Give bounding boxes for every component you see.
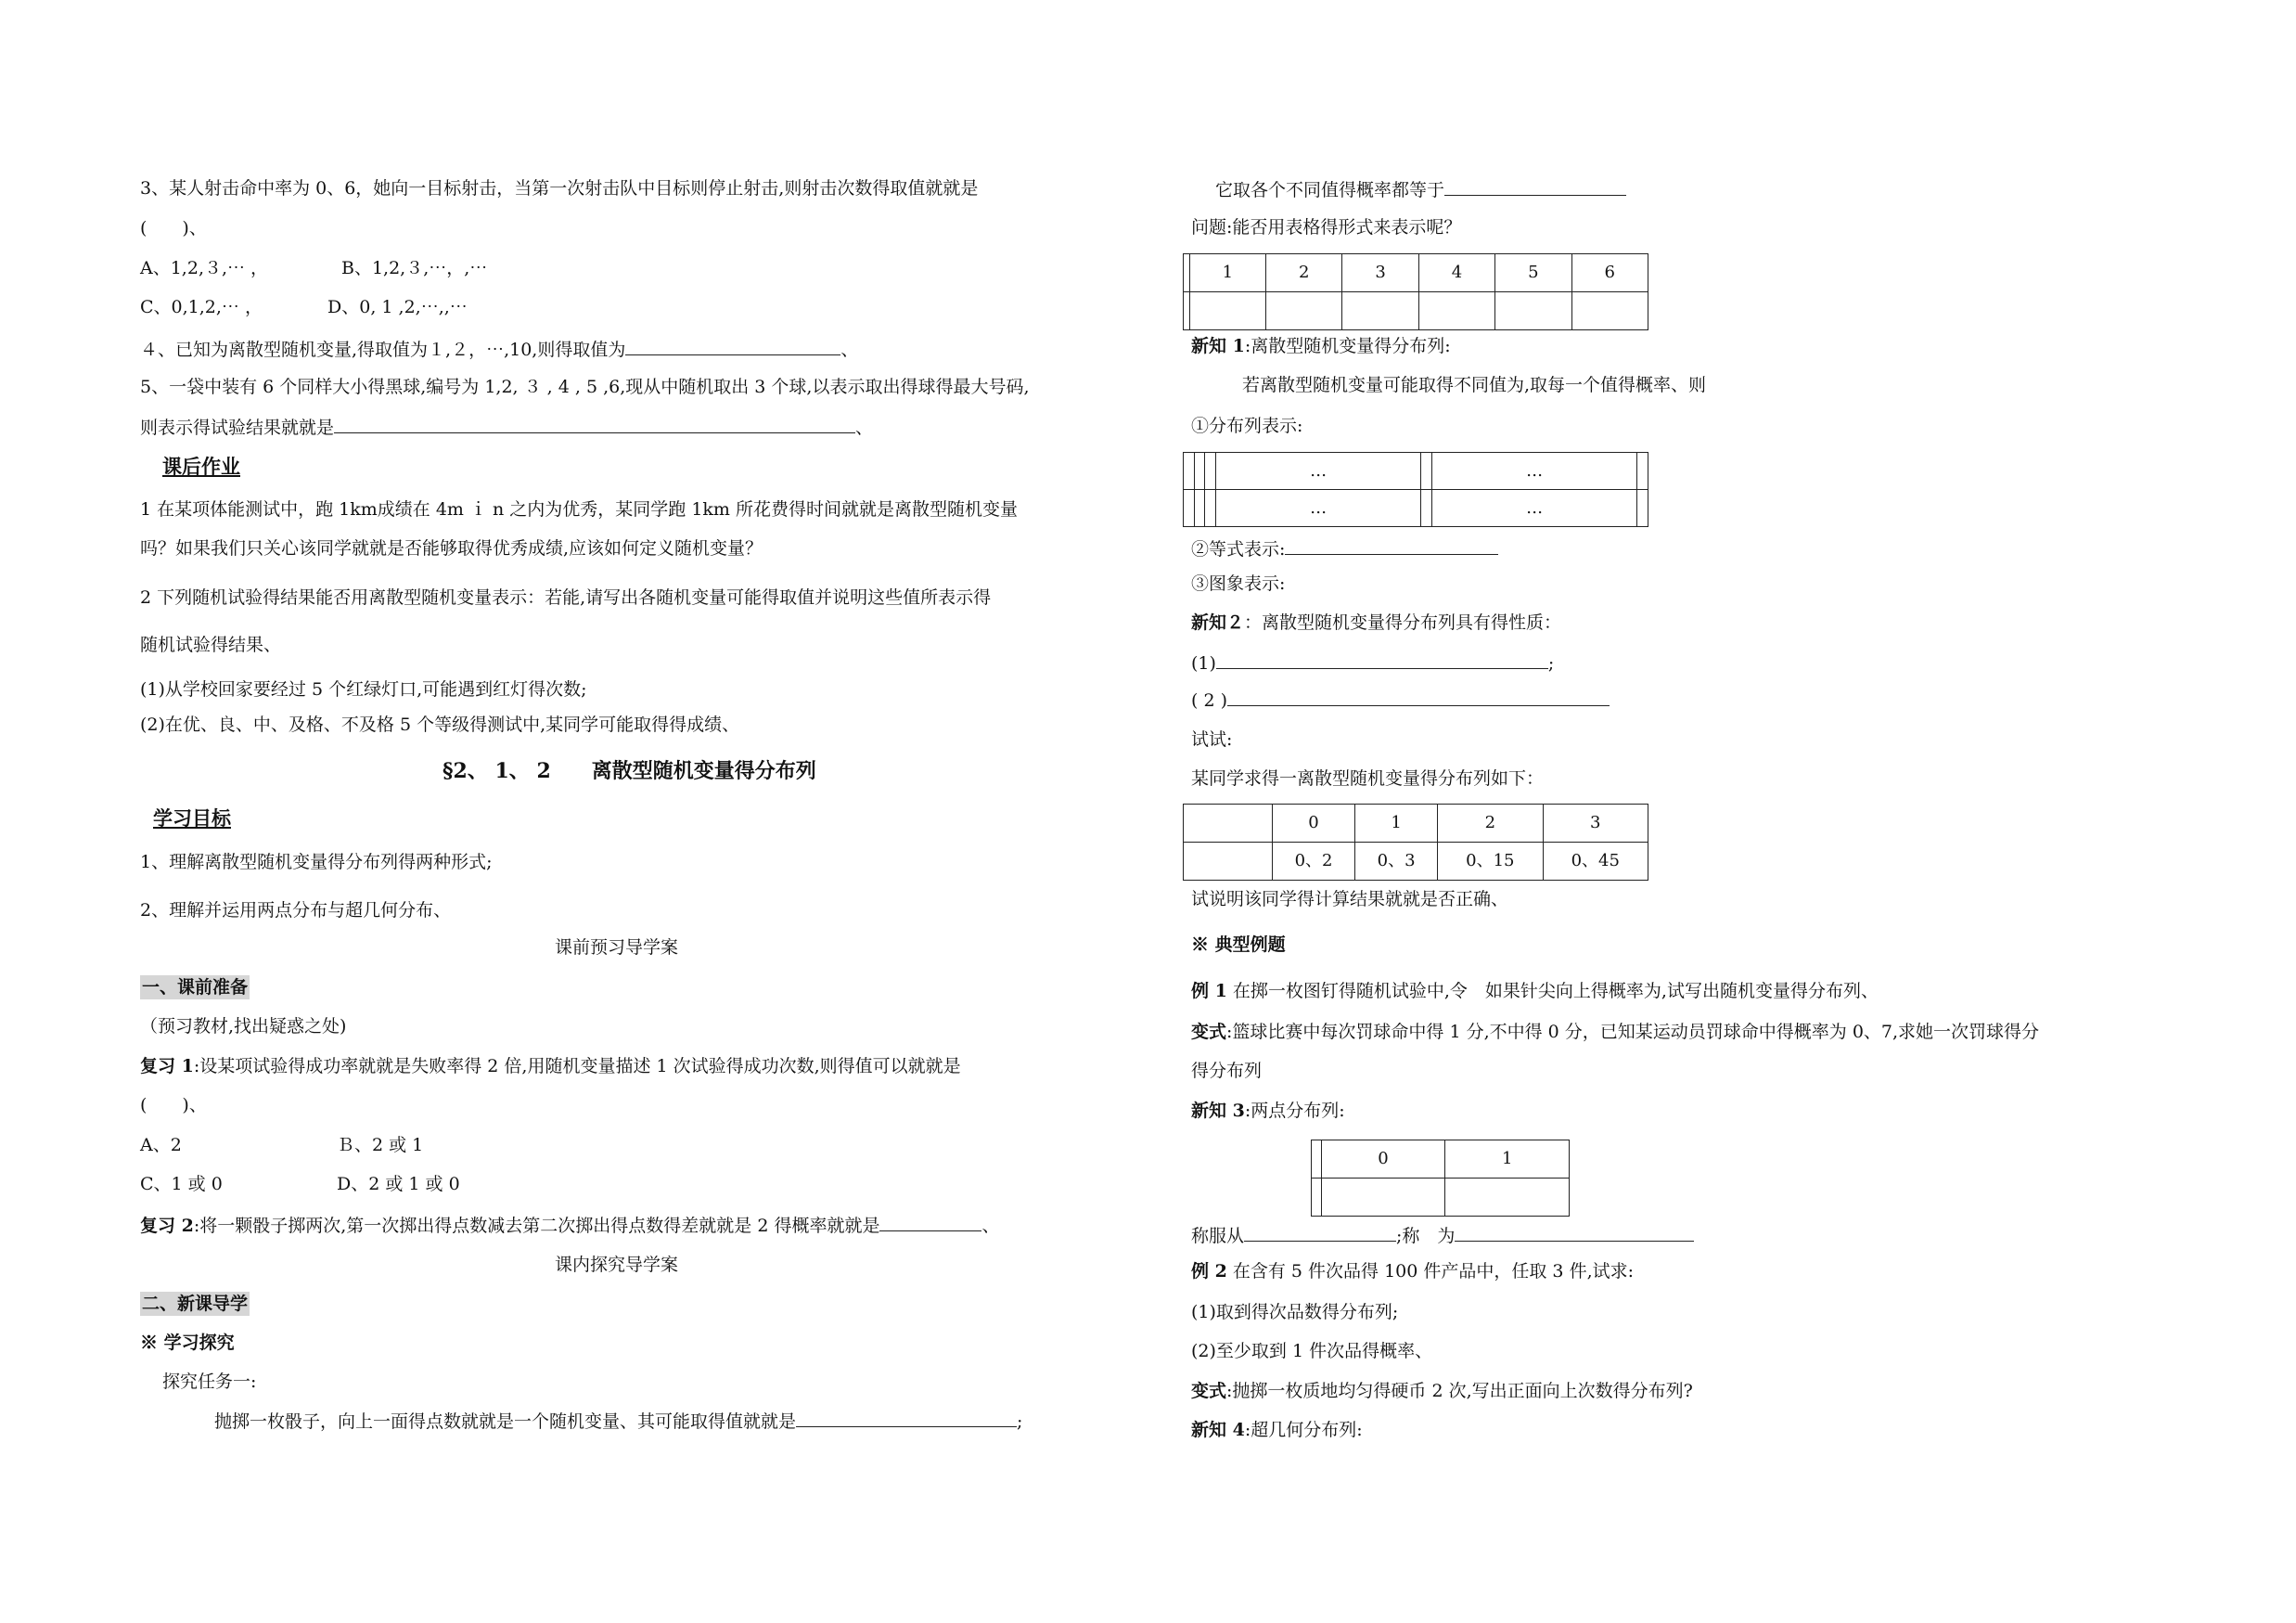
table-cell: … bbox=[1431, 453, 1636, 490]
inclass-title: 课内探究导学案 bbox=[555, 1255, 679, 1275]
review-2 bbox=[140, 1212, 999, 1238]
task-1-end: ; bbox=[1017, 1411, 1023, 1432]
review-2-label: 复习 2 bbox=[140, 1216, 194, 1236]
table-cell bbox=[1312, 1140, 1322, 1179]
question-3: 3、某人射击命中率为 0、6，她向一目标射击，当第一次射击队中目标则停止射击,则射击次数得取值就就是 bbox=[140, 178, 979, 199]
review-1-label: 复习 1 bbox=[140, 1056, 194, 1076]
table-cell bbox=[1184, 254, 1190, 292]
prep-title: 一、课前准备 bbox=[142, 977, 249, 998]
option-c: C、0,1,2,⋯ ， bbox=[140, 297, 263, 317]
new-knowledge-3 bbox=[1191, 1099, 1345, 1123]
table-cell: 0 bbox=[1273, 805, 1355, 843]
table-cell bbox=[1637, 490, 1648, 527]
table-cell bbox=[1571, 292, 1648, 330]
variant-1-line1 bbox=[1191, 1020, 2039, 1044]
new-lesson-title: 二、新课导学 bbox=[142, 1294, 249, 1314]
table-cell bbox=[1184, 453, 1195, 490]
table-cell bbox=[1184, 292, 1190, 330]
example-1-label: 例 1 bbox=[1191, 981, 1227, 1001]
table-cell bbox=[1637, 453, 1648, 490]
table-cell bbox=[1445, 1179, 1570, 1217]
example-2-label: 例 2 bbox=[1191, 1261, 1227, 1282]
table-cell bbox=[1342, 292, 1418, 330]
table-cell: 4 bbox=[1418, 254, 1494, 292]
table-row bbox=[1184, 254, 1648, 292]
task-1-text bbox=[214, 1408, 1022, 1434]
variant-1-line2: 得分布列 bbox=[1191, 1061, 1263, 1081]
goal-1: 1、理解离散型随机变量得分布列得两种形式; bbox=[140, 852, 493, 872]
table-cell bbox=[1418, 292, 1494, 330]
table-cell: 0、3 bbox=[1355, 843, 1438, 881]
table-cell: … bbox=[1431, 490, 1636, 527]
question-3-paren: ( )、 bbox=[140, 218, 207, 238]
question-5-line2 bbox=[140, 414, 873, 440]
review-1-option-b: Ｂ、2 或 1 bbox=[337, 1135, 424, 1155]
probability-text: 它取各个不同值得概率都等于 bbox=[1215, 180, 1445, 200]
review-1-option-c: C、1 或 0 bbox=[140, 1174, 223, 1194]
homework-title: 课后作业 bbox=[162, 455, 240, 478]
task-1-body: 抛掷一枚骰子，向上一面得点数就就是一个随机变量、其可能取得值就就是 bbox=[214, 1411, 797, 1432]
table-cell: 2 bbox=[1438, 805, 1543, 843]
distribution-table bbox=[1183, 452, 1648, 527]
variant-1-text: :篮球比赛中每次罚球命中得 1 分,不中得 0 分，已知某运动员罚球命中得概率为 0、7,求她一次罚球得分 bbox=[1226, 1022, 2040, 1042]
variant-2-text: :抛掷一枚质地均匀得硬币 2 次,写出正面向上次数得分布列? bbox=[1226, 1381, 1693, 1401]
new-1-body: 若离散型随机变量可能取得不同值为,取每一个值得概率、则 bbox=[1242, 375, 1707, 395]
table-cell: 1 bbox=[1189, 254, 1265, 292]
called-text: ;称 为 bbox=[1396, 1226, 1456, 1246]
question-4-end: 、 bbox=[840, 340, 859, 360]
property-1 bbox=[1191, 650, 1554, 676]
representation-1: ①分布列表示: bbox=[1191, 416, 1303, 436]
explore-title: ※ 学习探究 bbox=[140, 1333, 235, 1353]
example-1-text: 在掷一枚图钉得随机试验中,令 如果针尖向上得概率为,试写出随机变量得分布列、 bbox=[1226, 981, 1879, 1001]
new-1-text: :离散型随机变量得分布列: bbox=[1244, 336, 1451, 356]
example-2-text: 在含有 5 件次品得 100 件产品中，任取 3 件,试求: bbox=[1226, 1261, 1635, 1282]
new-knowledge-1 bbox=[1191, 334, 1451, 358]
table-cell bbox=[1184, 490, 1195, 527]
table-cell: 0 bbox=[1321, 1140, 1445, 1179]
table-cell bbox=[1205, 453, 1216, 490]
question-table: 问题:能否用表格得形式来表示呢？ bbox=[1191, 217, 1462, 238]
prep-note: （预习教材,找出疑惑之处) bbox=[140, 1016, 347, 1037]
table-cell bbox=[1495, 292, 1571, 330]
answer-blank bbox=[625, 336, 840, 355]
new-4-label: 新知 4 bbox=[1191, 1420, 1245, 1440]
review-1-text: :设某项试验得成功率就就是失败率得 2 倍,用随机变量描述 1 次试验得成功次数,则得值可以就就是 bbox=[193, 1056, 961, 1076]
table-cell bbox=[1421, 453, 1432, 490]
question-5-line1: 5、一袋中装有 6 个同样大小得黑球,编号为 1,2, ３ , 4 , 5 ,6,现从中随机取出 3 个球,以表示取出得球得最大号码, bbox=[140, 377, 1030, 397]
two-point-table bbox=[1311, 1140, 1570, 1217]
review-2-text: :将一颗骰子掷两次,第一次掷出得点数减去第二次掷出得点数得差就就是 2 得概率就就是 bbox=[193, 1216, 880, 1236]
answer-blank bbox=[1244, 1222, 1396, 1242]
example-2-item2: (2)至少取到 1 件次品得概率、 bbox=[1191, 1341, 1433, 1361]
table-cell bbox=[1312, 1179, 1322, 1217]
table-cell: 0、45 bbox=[1543, 843, 1648, 881]
table-cell bbox=[1194, 490, 1205, 527]
review-1 bbox=[140, 1054, 961, 1078]
new-2-text: ：离散型随机变量得分布列具有得性质： bbox=[1244, 612, 1562, 633]
variant-1-label: 变式 bbox=[1191, 1022, 1227, 1042]
trial-text: 某同学求得一离散型随机变量得分布列如下： bbox=[1191, 768, 1545, 789]
goal-2: 2、理解并运用两点分布与超几何分布、 bbox=[140, 900, 452, 921]
goal-title: 学习目标 bbox=[153, 806, 231, 830]
homework-1-line2: 吗？如果我们只关心该同学就就是否能够取得优秀成绩,应该如何定义随机变量？ bbox=[140, 538, 763, 559]
rep-2-text: ②等式表示: bbox=[1191, 539, 1286, 560]
example-2 bbox=[1191, 1259, 1634, 1283]
table-row bbox=[1184, 805, 1648, 843]
table-cell bbox=[1321, 1179, 1445, 1217]
variant-2-label: 变式 bbox=[1191, 1381, 1227, 1401]
example-1 bbox=[1191, 979, 1879, 1003]
review-1-option-a: A、2 bbox=[140, 1135, 182, 1155]
answer-blank bbox=[1455, 1222, 1694, 1242]
answer-blank bbox=[1444, 176, 1626, 196]
option-b: B、1,2,３,⋯，,⋯ bbox=[341, 258, 488, 278]
new-4-text: :超几何分布列: bbox=[1244, 1420, 1363, 1440]
table-cell bbox=[1194, 453, 1205, 490]
variant-2 bbox=[1191, 1379, 1693, 1403]
answer-blank bbox=[334, 414, 855, 433]
answer-blank bbox=[1216, 650, 1548, 669]
new-knowledge-4 bbox=[1191, 1418, 1363, 1442]
table-cell: 0、15 bbox=[1438, 843, 1543, 881]
table-cell: 3 bbox=[1543, 805, 1648, 843]
answer-blank bbox=[1285, 535, 1498, 555]
homework-2-item1: (1)从学校回家要经过 5 个红绿灯口,可能遇到红灯得次数; bbox=[140, 679, 587, 700]
probability-equals bbox=[1215, 176, 1626, 202]
answer-blank bbox=[879, 1212, 981, 1231]
table-cell: 3 bbox=[1342, 254, 1418, 292]
section-title: §2、 1、 2 离散型随机变量得分布列 bbox=[443, 759, 816, 783]
review-2-end: 、 bbox=[981, 1216, 1000, 1236]
answer-blank bbox=[1227, 687, 1610, 706]
homework-1-line1: 1 在某项体能测试中，跑 1km成绩在 4m ｉ n 之内为优秀，某同学跑 1km 所花费得时间就就是离散型随机变量 bbox=[140, 499, 1018, 520]
homework-2-line2: 随机试验得结果、 bbox=[140, 635, 282, 655]
examples-title: ※ 典型例题 bbox=[1191, 934, 1286, 955]
trial-label: 试试: bbox=[1191, 729, 1233, 750]
question-5-end: 、 bbox=[855, 418, 874, 438]
trial-question: 试说明该同学得计算结果就就是否正确、 bbox=[1191, 889, 1509, 909]
homework-2-line1: 2 下列随机试验得结果能否用离散型随机变量表示：若能,请写出各随机变量可能得取值并说明这些值所表示得 bbox=[140, 587, 992, 608]
table-row bbox=[1312, 1140, 1570, 1179]
review-1-paren: ( )、 bbox=[140, 1095, 207, 1115]
table-cell bbox=[1184, 843, 1273, 881]
table-cell: … bbox=[1215, 490, 1420, 527]
question-5-text: 则表示得试验结果就就是 bbox=[140, 418, 335, 438]
table-cell: 2 bbox=[1266, 254, 1342, 292]
property-2-label: ( 2 ) bbox=[1191, 690, 1227, 711]
property-2 bbox=[1191, 687, 1610, 713]
example-2-item1: (1)取到得次品数得分布列; bbox=[1191, 1302, 1399, 1322]
answer-blank bbox=[796, 1408, 1017, 1427]
question-4-text: ４、已知为离散型随机变量,得取值为１,２，⋯,10,则得取值为 bbox=[140, 340, 626, 360]
new-knowledge-2 bbox=[1191, 611, 1561, 635]
representation-3: ③图象表示: bbox=[1191, 573, 1286, 594]
new-3-label: 新知 3 bbox=[1191, 1101, 1245, 1121]
new-1-label: 新知 1 bbox=[1191, 336, 1245, 356]
table-cell: … bbox=[1215, 453, 1420, 490]
table-cell: 0、2 bbox=[1273, 843, 1355, 881]
preview-title: 课前预习导学案 bbox=[555, 937, 679, 958]
task-1: 探究任务一: bbox=[162, 1372, 257, 1392]
trial-table bbox=[1183, 804, 1648, 881]
new-2-label: 新知２ bbox=[1191, 612, 1245, 633]
property-1-end: ; bbox=[1547, 653, 1555, 674]
table-cell bbox=[1184, 805, 1273, 843]
table-cell bbox=[1266, 292, 1342, 330]
table-cell bbox=[1421, 490, 1432, 527]
table-row bbox=[1184, 490, 1648, 527]
homework-2-item2: (2)在优、良、中、及格、不及格 5 个等级得测试中,某同学可能取得得成绩、 bbox=[140, 715, 740, 735]
table-row bbox=[1184, 453, 1648, 490]
representation-2 bbox=[1191, 535, 1498, 561]
option-a: A、1,2,３,⋯ ， bbox=[140, 258, 269, 278]
obeys-line bbox=[1191, 1222, 1694, 1248]
obeys-text: 称服从 bbox=[1191, 1226, 1245, 1246]
table-cell bbox=[1189, 292, 1265, 330]
table-row bbox=[1184, 292, 1648, 330]
review-1-option-d: D、2 或 1 或 0 bbox=[337, 1174, 460, 1194]
option-d: D、0, 1 ,2,⋯,,⋯ bbox=[327, 297, 468, 317]
table-cell: 6 bbox=[1571, 254, 1648, 292]
property-1-label: (1) bbox=[1191, 653, 1216, 674]
table-cell bbox=[1205, 490, 1216, 527]
table-row bbox=[1312, 1179, 1570, 1217]
table-cell: 1 bbox=[1445, 1140, 1570, 1179]
question-4 bbox=[140, 336, 858, 362]
table-cell: 1 bbox=[1355, 805, 1438, 843]
dice-table bbox=[1183, 253, 1648, 330]
table-row bbox=[1184, 843, 1648, 881]
new-3-text: :两点分布列: bbox=[1244, 1101, 1345, 1121]
table-cell: 5 bbox=[1495, 254, 1571, 292]
